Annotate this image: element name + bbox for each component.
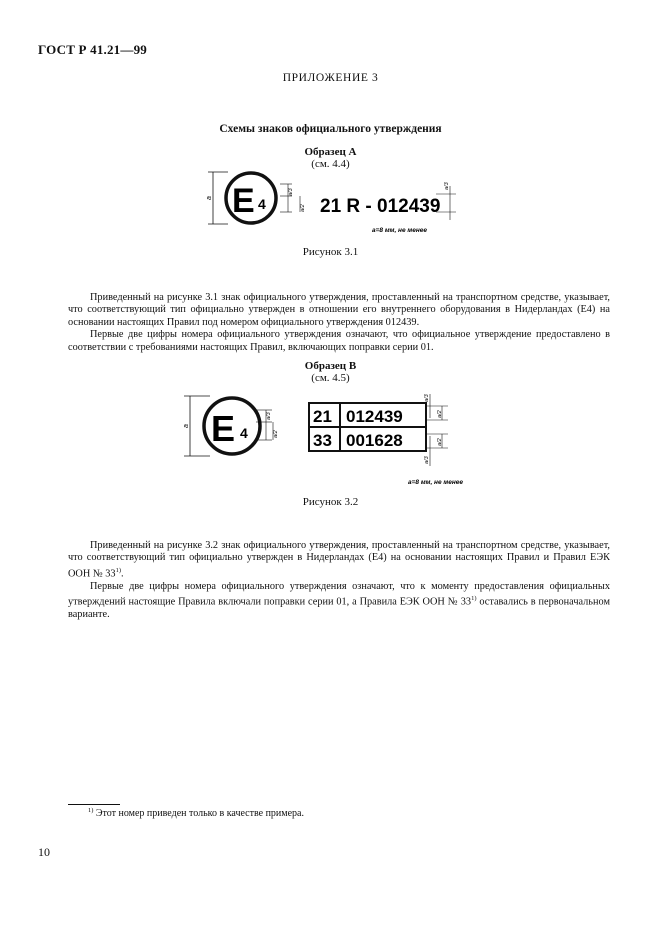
paragraph-4: Первые две цифры номера официального утверждения означают, что к моменту предоставления официальных утверждений настоящие Правила включали поправки серии 01, а Правила ЕЭК ООН № 33$^{1)}$ оставались в первоначальном варианте. — [68, 580, 610, 620]
letter-e-b: E — [211, 408, 236, 449]
appendix-label: ПРИЛОЖЕНИЕ 3 — [282, 72, 379, 84]
sample-a-title: Образец А — [304, 146, 357, 158]
sample-b-title: Образец В — [304, 360, 357, 372]
svg-text:a/3: a/3 — [266, 412, 272, 420]
page-number: 10 — [38, 845, 50, 859]
row2-regulation: 33 — [313, 431, 332, 450]
paragraph-1: Приведенный на рисунке 3.1 знак официального утверждения, проставленный на транспортном средстве, указывает, что соответствующий тип официально утвержден в отношении его внутреннего оборудования в Нидерландах (Е4) на основании настоящих Правил под номером официального утверждения 012439. — [68, 292, 610, 328]
size-note: a=8 мм, не менее — [372, 227, 427, 234]
section-title: Схемы знаков официального утверждения — [219, 123, 442, 135]
dim-a-label: a — [206, 196, 213, 200]
figure-3-2-caption: Рисунок 3.2 — [302, 496, 359, 508]
figure-3-1-caption: Рисунок 3.1 — [302, 246, 359, 258]
svg-text:a/2: a/2 — [273, 430, 279, 438]
svg-text:a/3: a/3 — [444, 182, 450, 190]
country-number: 4 — [258, 196, 266, 212]
sample-b-ref: (см. 4.5) — [311, 372, 350, 384]
row1-regulation: 21 — [313, 407, 332, 426]
country-number-b: 4 — [240, 425, 248, 441]
svg-text:a/2: a/2 — [300, 204, 306, 212]
approval-number-text: 21 R - 012439 — [320, 196, 441, 217]
footnote: $^{1)}$ Этот номер приведен только в качестве примера. — [88, 807, 304, 819]
svg-text:a: a — [183, 424, 190, 428]
svg-text:a/3: a/3 — [288, 188, 294, 196]
paragraph-figure-3-1 — [68, 292, 610, 354]
footnote-rule — [68, 804, 120, 805]
row2-number: 001628 — [346, 431, 403, 450]
sample-a-ref: (см. 4.4) — [311, 158, 350, 170]
figure-3-1-approval-mark — [200, 168, 470, 238]
paragraph-2: Первые две цифры номера официального утверждения означают, что официальное утверждение предоставлено в соответствии с требованиями настоящих Правил, включающих поправки серии 01. — [68, 329, 610, 353]
sample-a-heading — [0, 146, 661, 170]
document-code: ГОСТ Р 41.21—99 — [38, 42, 147, 57]
letter-e: E — [232, 182, 255, 220]
sample-b-heading — [0, 360, 661, 384]
svg-text:a/2: a/2 — [437, 438, 443, 446]
paragraph-3: Приведенный на рисунке 3.2 знак официального утверждения, проставленный на транспортном средстве, указывает, что соответствующий тип официально утвержден в Нидерландах (Е4) на основании настоящих Правил и Правил ЕЭК ООН № 33$^{1)}$. — [68, 540, 610, 580]
svg-text:a/2: a/2 — [437, 410, 443, 418]
size-note-b: a=8 мм, не менее — [408, 479, 463, 486]
svg-text:a/3: a/3 — [424, 456, 430, 464]
paragraph-figure-3-2 — [68, 540, 610, 621]
figure-3-2-approval-mark — [180, 388, 480, 488]
svg-text:a/3: a/3 — [424, 394, 430, 402]
row1-number: 012439 — [346, 407, 403, 426]
